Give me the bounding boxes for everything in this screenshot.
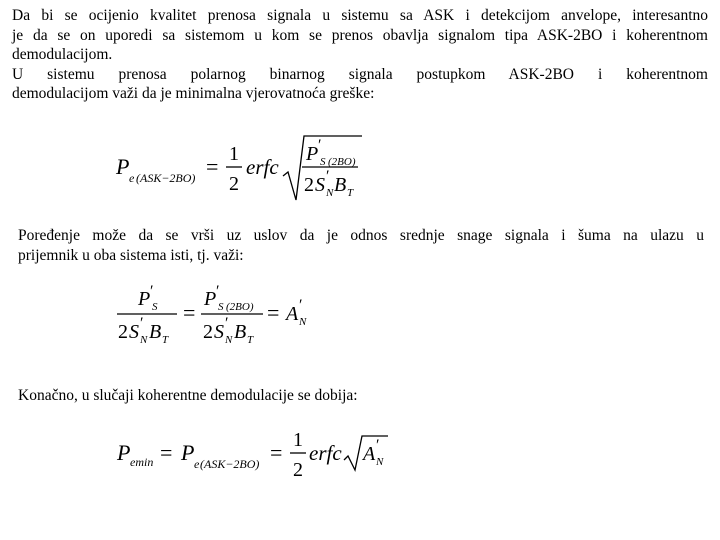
f3-mid-sub-scheme: (ASK−2BO) bbox=[200, 457, 260, 471]
comparison-line-2: prijemnik u oba sistema isti, tj. važi: bbox=[18, 246, 244, 264]
intro-line-3: demodulacijom. bbox=[12, 46, 113, 63]
f3-equals-2: = bbox=[270, 440, 283, 465]
intro-line-1: Da bi se ocijenio kvalitet prenosa signala u sistemu sa ASK i detekcijom anvelope, interesantno bbox=[12, 7, 708, 24]
f1-erfc: erfc bbox=[246, 155, 279, 179]
f2-a-den-2: 2 bbox=[118, 321, 128, 343]
f1-lhs-sub-e: e bbox=[129, 171, 135, 185]
f2-b-num-p: P bbox=[204, 288, 217, 310]
f2-b-den-prime: ′ bbox=[225, 315, 229, 332]
f3-rad-prime: ′ bbox=[376, 437, 380, 454]
f1-lhs-sub-scheme: (ASK−2BO) bbox=[136, 171, 196, 185]
f2-a-den-prime: ′ bbox=[140, 315, 144, 332]
f1-den-2: 2 bbox=[304, 174, 314, 196]
f2-equals-2: = bbox=[267, 300, 280, 325]
f2-rhs-prime: ′ bbox=[299, 297, 303, 314]
f3-rad-sub-n: N bbox=[376, 456, 384, 468]
f1-half-den: 2 bbox=[229, 173, 239, 195]
f3-rad-a: A bbox=[363, 443, 376, 465]
f1-den-prime: ′ bbox=[326, 168, 330, 185]
f1-half-num: 1 bbox=[229, 143, 239, 165]
f1-den-b: B bbox=[334, 174, 347, 196]
conclusion-line-1: Konačno, u slučaji koherentne demodulacije se dobija: bbox=[18, 387, 358, 404]
f1-den-sub-t: T bbox=[347, 187, 354, 199]
f2-b-num-sub-s: S bbox=[218, 301, 224, 313]
f2-a-den-b: B bbox=[149, 321, 162, 343]
f2-a-num-sub-s: S bbox=[152, 301, 158, 313]
f3-lhs-sub: emin bbox=[130, 455, 154, 469]
intro-line-4: U sistemu prenosa polarnog binarnog signala postupkom ASK-2BO i koherentnom bbox=[12, 65, 708, 83]
f2-a-den-s: S bbox=[129, 321, 139, 343]
f2-rhs-a: A bbox=[286, 303, 299, 325]
comparison-line-1: Poređenje može da se vrši uz uslov da je odnos srednje snage signala i šuma na ulazu u bbox=[18, 227, 704, 244]
f2-a-den-sub-n: N bbox=[140, 334, 148, 346]
f3-lhs-p: P bbox=[117, 440, 131, 465]
f2-b-den-s: S bbox=[214, 321, 224, 343]
f2-b-num-sub-scheme: (2BO) bbox=[226, 301, 254, 313]
f2-b-den-sub-n: N bbox=[225, 334, 233, 346]
intro-line-5: demodulacijom važi da je minimalna vjerovatnoća greške: bbox=[12, 85, 375, 102]
f1-num-sub-scheme: (2BO) bbox=[328, 156, 356, 168]
f3-mid-p: P bbox=[181, 440, 195, 465]
f2-a-den-sub-t: T bbox=[162, 334, 169, 346]
f2-rhs-sub-n: N bbox=[299, 316, 307, 328]
f3-equals-1: = bbox=[160, 440, 173, 465]
f3-half-den: 2 bbox=[293, 459, 303, 481]
intro-line-2: je da se on uporedi sa sistemom u kom se prenos obavlja signalom tipa ASK-2BO i koherentnom bbox=[12, 26, 708, 44]
f1-num-p: P bbox=[306, 143, 319, 165]
f2-b-den-2: 2 bbox=[203, 321, 213, 343]
f3-erfc: erfc bbox=[309, 441, 342, 465]
f2-b-den-sub-t: T bbox=[247, 334, 254, 346]
f3-half-num: 1 bbox=[293, 429, 303, 451]
f2-b-den-b: B bbox=[234, 321, 247, 343]
f2-equals-1: = bbox=[183, 300, 196, 325]
f1-num-prime: ′ bbox=[318, 137, 322, 154]
f1-num-sub-s: S bbox=[320, 156, 326, 168]
f1-equals: = bbox=[206, 154, 219, 179]
f3-mid-sub-e: e bbox=[194, 457, 200, 471]
f1-den-sub-n: N bbox=[326, 187, 334, 199]
f2-b-num-prime: ′ bbox=[216, 283, 220, 300]
f2-a-num-p: P bbox=[138, 288, 151, 310]
f2-a-num-prime: ′ bbox=[150, 283, 154, 300]
f1-lhs-p: P bbox=[116, 154, 130, 179]
f1-den-s: S bbox=[315, 174, 325, 196]
